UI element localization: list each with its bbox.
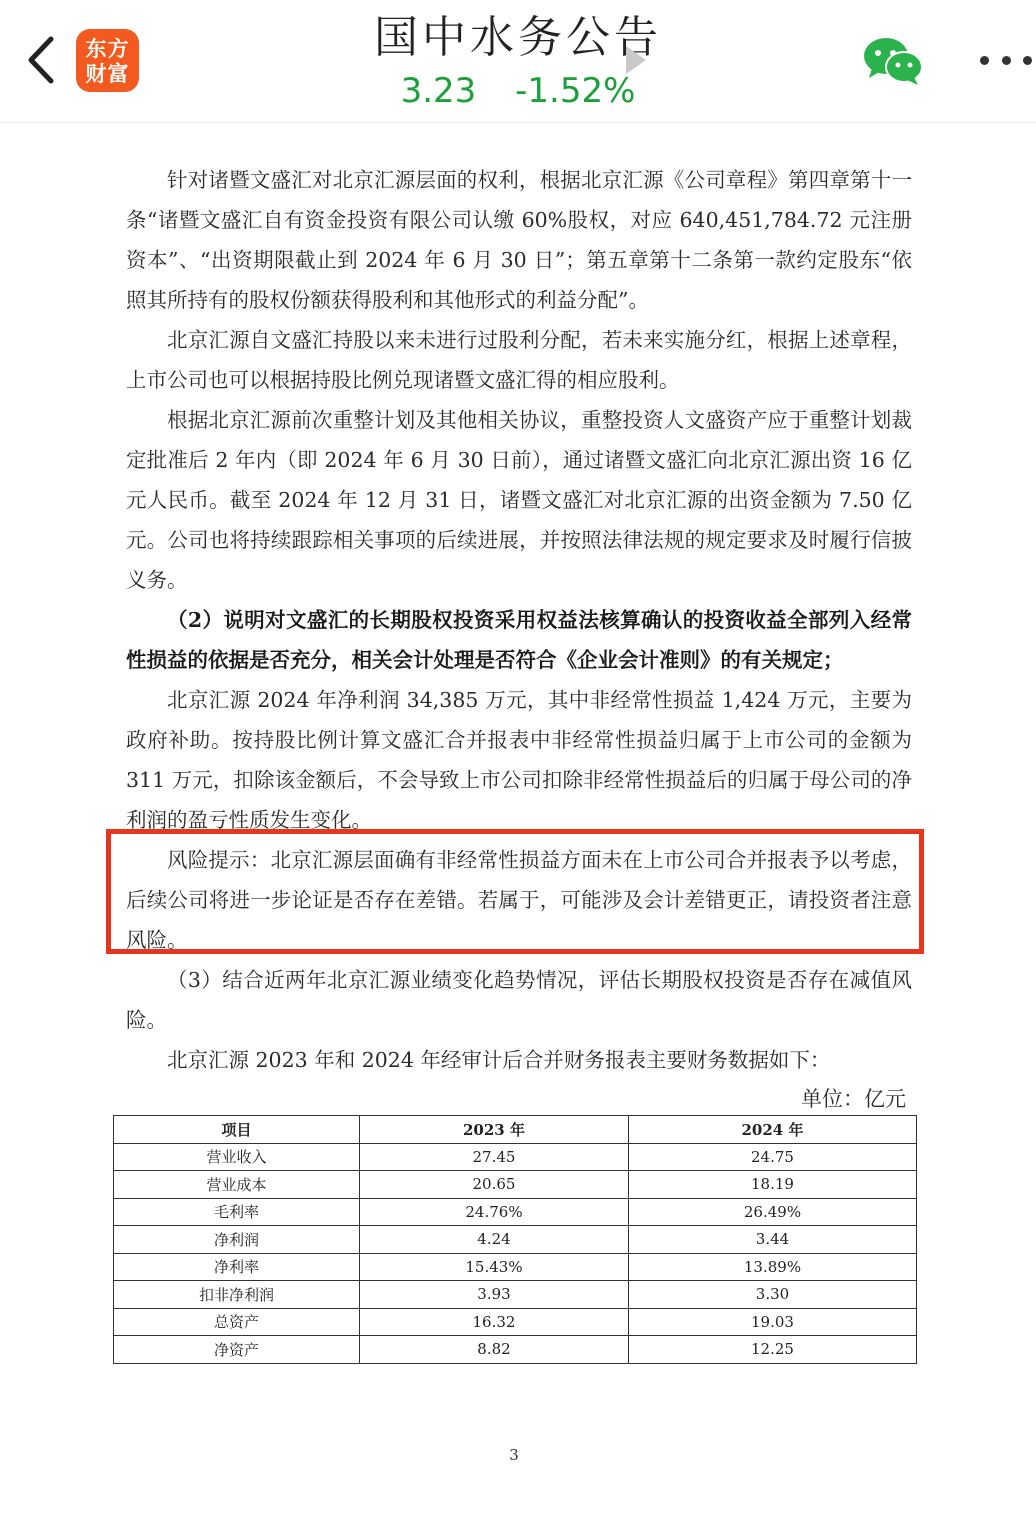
more-button[interactable] [980, 50, 1032, 70]
value-2024: 3.30 [629, 1281, 917, 1309]
value-2023: 27.45 [360, 1143, 629, 1171]
value-2023: 20.65 [360, 1171, 629, 1199]
row-label: 净利率 [114, 1253, 360, 1281]
table-row [114, 1226, 917, 1254]
paragraph-financial-intro: 北京汇源 2023 年和 2024 年经审计后合并财务报表主要财务数据如下： [167, 1048, 831, 1072]
unit-label: 单位：亿元 [801, 1087, 906, 1111]
value-2023: 8.82 [360, 1336, 629, 1364]
logo-text-line2: 财富 [85, 60, 130, 86]
table-row [114, 1171, 917, 1199]
risk-warning: 风险提示：北京汇源层面确有非经常性损益方面未在上市公司合并报表予以考虑，后续公司将进一步论证是否存在差错。若属于，可能涉及会计差错更正，请投资者注意风险。 [126, 848, 912, 952]
value-2024: 13.89% [629, 1253, 917, 1281]
table-row [114, 1281, 917, 1309]
column-header: 2024 年 [629, 1116, 917, 1144]
row-label: 总资产 [114, 1308, 360, 1336]
value-2024: 3.44 [629, 1226, 917, 1254]
table-header-row [114, 1116, 917, 1144]
wechat-icon [862, 36, 924, 86]
table-row [114, 1336, 917, 1364]
stock-price: 3.23 [400, 71, 477, 111]
value-2024: 24.75 [629, 1143, 917, 1171]
row-label: 营业收入 [114, 1143, 360, 1171]
financial-data-table [113, 1115, 917, 1364]
paragraph-rights: 针对诸暨文盛汇对北京汇源层面的权利，根据北京汇源《公司章程》第四章第十一条“诸暨文盛汇自有资金投资有限公司认缴 60%股权，对应 640,451,784.72 元注册资本”、“出资期限截止到 2024 年 6 月 30 日”；第五章第十二条第一款约定股东“依照其所持有的股权份额获得股利和其他形式的利益分配”。 [126, 168, 912, 312]
risk-highlight-box [106, 829, 924, 954]
row-label: 净利润 [114, 1226, 360, 1254]
play-arrow-icon[interactable] [626, 46, 646, 74]
title-block [300, 8, 736, 112]
paragraph-dividends: 北京汇源自文盛汇持股以来未进行过股利分配，若未来实施分红，根据上述章程，上市公司也可以根据持股比例兑现诸暨文盛汇得的相应股利。 [126, 328, 912, 392]
value-2023: 15.43% [360, 1253, 629, 1281]
paragraph-capital-contribution: 根据北京汇源前次重整计划及其他相关协议，重整投资人文盛资产应于重整计划裁定批准后 2 年内（即 2024 年 6 月 30 日前），通过诸暨文盛汇向北京汇源出资 16 亿元人民币。截至 2024 年 12 月 31 日，诸暨文盛汇对北京汇源的出资金额为 7.50 亿元。公司也将持续跟踪相关事项的后续进展，并按照法律法规的规定要求及时履行信披义务。 [126, 408, 912, 592]
table-row [114, 1308, 917, 1336]
more-icon [980, 56, 989, 65]
value-2024: 18.19 [629, 1171, 917, 1199]
row-label: 扣非净利润 [114, 1281, 360, 1309]
more-icon [1023, 56, 1032, 65]
stock-change: -1.52% [515, 71, 636, 111]
paragraph-net-profit: 北京汇源 2024 年净利润 34,385 万元，其中非经常性损益 1,424 万元，主要为政府补助。按持股比例计算文盛汇合并报表中非经常性损益归属于上市公司的金额为 311 万元，扣除该金额后，不会导致上市公司扣除非经常性损益后的归属于母公司的净利润的盈亏性质发生变化。 [126, 688, 912, 832]
value-2024: 26.49% [629, 1198, 917, 1226]
column-header: 项目 [114, 1116, 360, 1144]
row-label: 毛利率 [114, 1198, 360, 1226]
table-row [114, 1198, 917, 1226]
value-2024: 12.25 [629, 1336, 917, 1364]
value-2023: 16.32 [360, 1308, 629, 1336]
table-row [114, 1253, 917, 1281]
back-arrow-icon [23, 35, 57, 85]
page-title: 国中水务公告 [374, 12, 662, 63]
question-3-heading: （3）结合近两年北京汇源业绩变化趋势情况，评估长期股权投资是否存在减值风险。 [126, 968, 912, 1032]
value-2024: 19.03 [629, 1308, 917, 1336]
row-label: 营业成本 [114, 1171, 360, 1199]
value-2023: 4.24 [360, 1226, 629, 1254]
stock-quote [300, 70, 736, 112]
wechat-share-button[interactable] [862, 36, 924, 86]
app-logo[interactable] [76, 29, 139, 92]
logo-text-line1: 东方 [85, 35, 130, 61]
more-icon [1002, 56, 1011, 65]
back-button[interactable] [18, 32, 62, 88]
question-2-heading: （2）说明对文盛汇的长期股权投资采用权益法核算确认的投资收益全部列入经常性损益的依据是否充分，相关会计处理是否符合《企业会计准则》的有关规定； [126, 608, 912, 672]
row-label: 净资产 [114, 1336, 360, 1364]
app-header [0, 0, 1036, 123]
page-number: 3 [509, 1446, 519, 1464]
table-row [114, 1143, 917, 1171]
value-2023: 3.93 [360, 1281, 629, 1309]
column-header: 2023 年 [360, 1116, 629, 1144]
value-2023: 24.76% [360, 1198, 629, 1226]
